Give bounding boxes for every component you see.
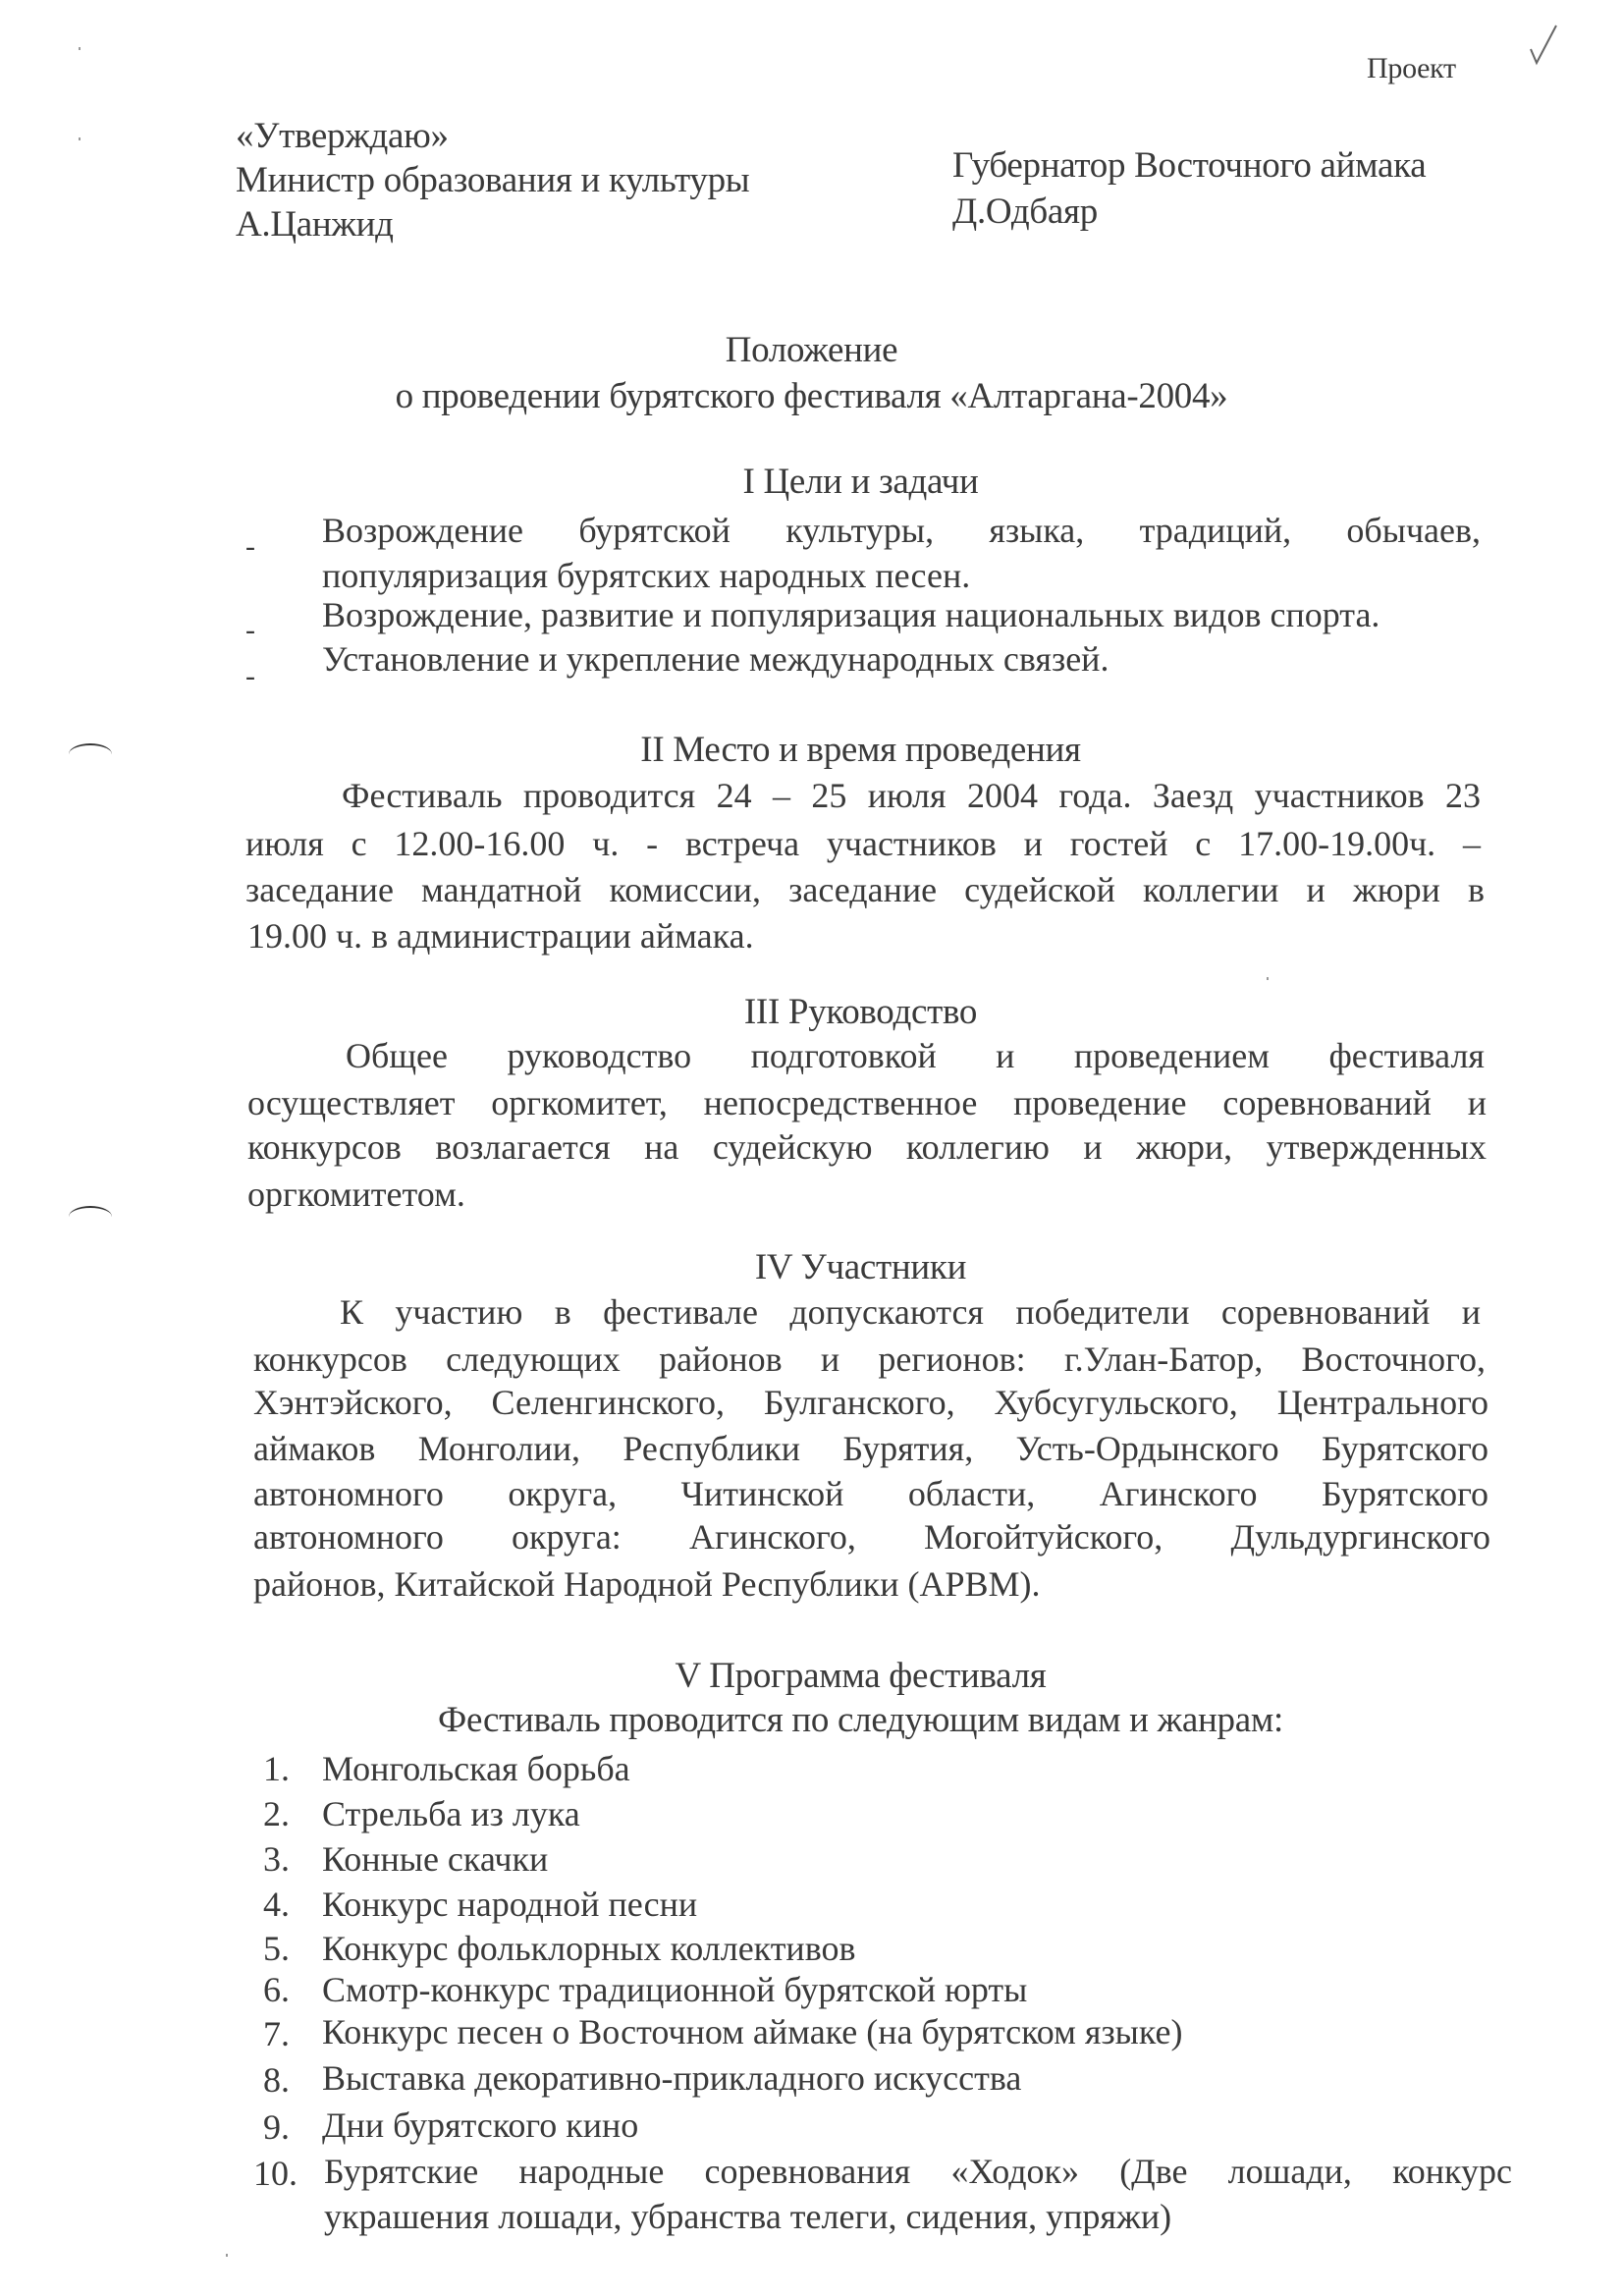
list-item-continuation: украшения лошади, убранства телеги, сидения, упряжи)	[324, 2197, 1172, 2236]
approval-left-line: А.Цанжид	[236, 204, 394, 245]
paragraph-line: оргкомитетом.	[247, 1175, 465, 1214]
paragraph-line: Хэнтэйского, Селенгинского, Булганского, Хубсугульского, Центрального	[253, 1383, 1488, 1422]
bullet-text: популяризация бурятских народных песен.	[322, 556, 971, 595]
paragraph-line: осуществляет оргкомитет, непосредственное проведение соревнований и	[247, 1083, 1487, 1122]
paragraph-line: автономного округа, Читинской области, Агинского Бурятского	[253, 1474, 1488, 1513]
section-subtitle: Фестиваль проводится по следующим видам и жанрам:	[438, 1700, 1283, 1740]
bullet-text: Возрождение бурятской культуры, языка, традиций, обычаев,	[322, 511, 1481, 550]
paragraph-line: районов, Китайской Народной Республики (АРВМ).	[253, 1564, 1041, 1604]
approval-left-line: Министр образования и культуры	[236, 160, 750, 200]
checkmark-icon	[1527, 20, 1566, 69]
paragraph-line: Общее руководство подготовкой и проведением фестиваля	[346, 1036, 1485, 1075]
draft-label: Проект	[1367, 52, 1456, 84]
margin-mark	[79, 47, 81, 50]
bullet-dash: -	[245, 614, 255, 646]
bullet-text: Установление и укрепление международных связей.	[322, 639, 1109, 679]
margin-mark	[79, 137, 81, 140]
list-item: Выставка декоративно-прикладного искусства	[322, 2058, 1022, 2098]
bullet-dash: -	[245, 530, 255, 563]
section-heading: III Руководство	[743, 992, 978, 1032]
list-number: 3.	[263, 1839, 290, 1879]
list-number: 9.	[263, 2107, 290, 2147]
list-number: 4.	[263, 1885, 290, 1924]
list-number: 7.	[263, 2014, 290, 2053]
paragraph-line: конкурсов возлагается на судейскую коллегию и жюри, утвержденных	[247, 1127, 1487, 1167]
list-item: Конкурс песен о Восточном аймаке (на бурятском языке)	[322, 2012, 1183, 2051]
list-item: Монгольская борьба	[322, 1749, 630, 1788]
list-item: Конкурс фольклорных коллективов	[322, 1929, 856, 1968]
list-number: 1.	[263, 1749, 290, 1788]
approval-left-line: «Утверждаю»	[236, 116, 449, 156]
bullet-dash: -	[245, 660, 255, 692]
list-item: Дни бурятского кино	[322, 2105, 639, 2145]
doc-subtitle: о проведении бурятского фестиваля «Алтаргана-2004»	[395, 376, 1228, 416]
list-number: 10.	[253, 2154, 298, 2193]
margin-mark	[1267, 977, 1269, 980]
paragraph-line: июля с 12.00-16.00 ч. - встреча участников и гостей с 17.00-19.00ч. –	[245, 824, 1481, 863]
margin-mark	[226, 2254, 228, 2257]
punch-hole-mark	[69, 1206, 112, 1228]
list-item: Смотр-конкурс традиционной бурятской юрты	[322, 1970, 1028, 2009]
list-item: Конкурс народной песни	[322, 1885, 698, 1924]
list-item: Стрельба из лука	[322, 1794, 580, 1833]
paragraph-line: автономного округа: Агинского, Могойтуйского, Дульдургинского	[253, 1517, 1490, 1557]
paragraph-line: заседание мандатной комиссии, заседание судейской коллегии и жюри в	[245, 870, 1485, 909]
list-number: 2.	[263, 1794, 290, 1833]
paragraph-line: 19.00 ч. в администрации аймака.	[247, 916, 754, 956]
list-item: Бурятские народные соревнования «Ходок» (Две лошади, конкурс	[324, 2152, 1512, 2191]
section-heading: II Место и время проведения	[640, 730, 1081, 770]
list-number: 6.	[263, 1970, 290, 2009]
paragraph-line: конкурсов следующих районов и регионов: г.Улан-Батор, Восточного,	[253, 1339, 1486, 1379]
section-heading: IV Участники	[754, 1247, 967, 1287]
paragraph-line: К участию в фестивале допускаются победители соревнований и	[340, 1292, 1481, 1332]
approval-right-line: Губернатор Восточного аймака	[952, 145, 1427, 186]
list-number: 8.	[263, 2060, 290, 2100]
doc-title: Положение	[725, 330, 898, 370]
approval-right-line: Д.Одбаяр	[952, 191, 1098, 232]
paragraph-line: Фестиваль проводится 24 – 25 июля 2004 года. Заезд участников 23	[342, 776, 1481, 815]
bullet-text: Возрождение, развитие и популяризация национальных видов спорта.	[322, 595, 1380, 634]
section-heading: I Цели и задачи	[742, 462, 979, 502]
list-number: 5.	[263, 1929, 290, 1968]
list-item: Конные скачки	[322, 1839, 549, 1879]
paragraph-line: аймаков Монголии, Республики Бурятия, Усть-Ордынского Бурятского	[253, 1429, 1488, 1468]
section-heading: V Программа фестиваля	[675, 1656, 1047, 1696]
